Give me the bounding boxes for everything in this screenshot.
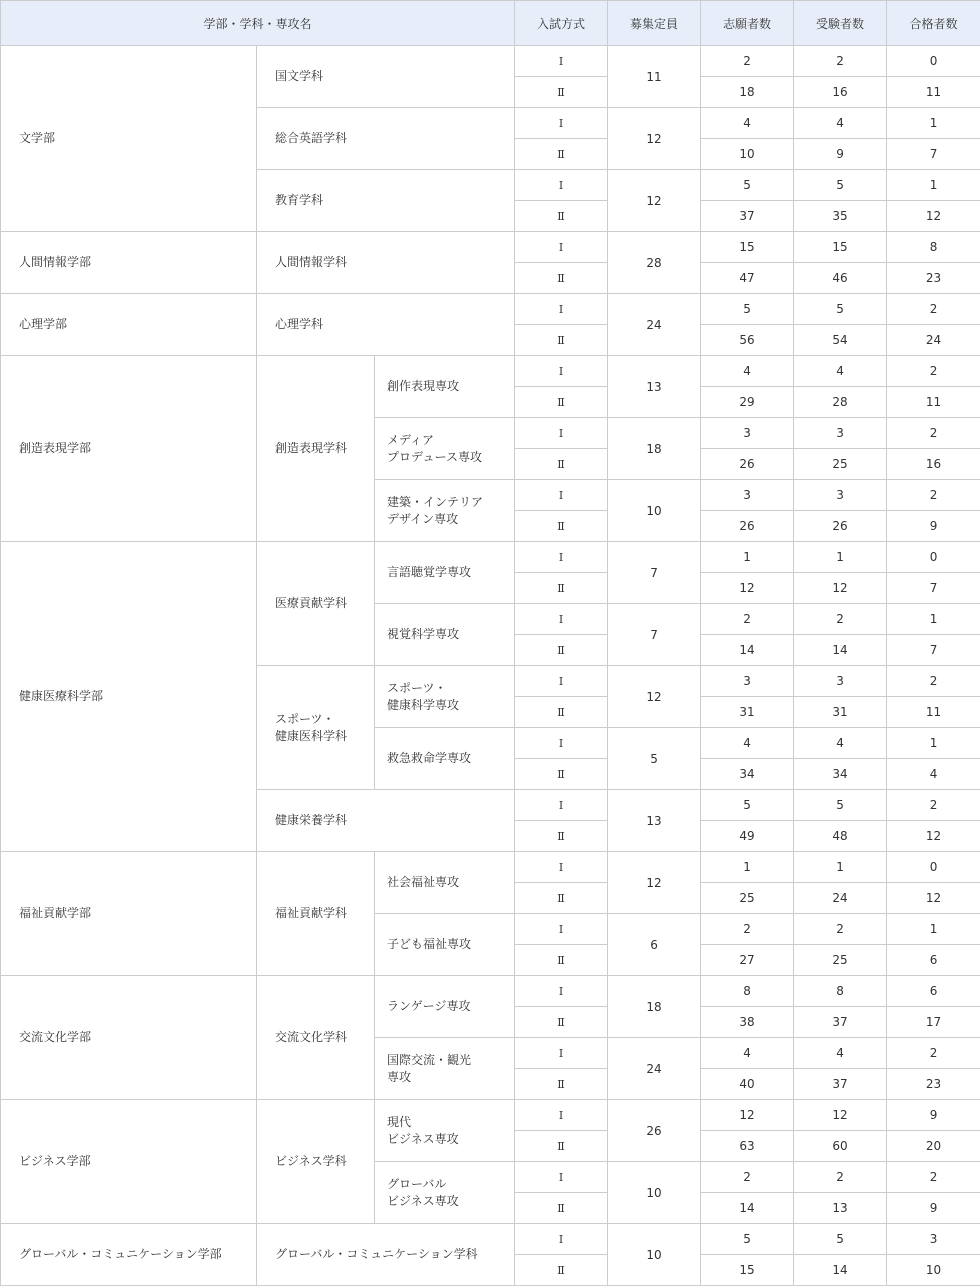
examinees-value: 37	[794, 1069, 887, 1100]
examinees-value: 48	[794, 821, 887, 852]
applicants-value: 15	[701, 1255, 794, 1286]
examinees-value: 1	[794, 542, 887, 573]
examinees-value: 14	[794, 635, 887, 666]
applicants-value: 2	[701, 604, 794, 635]
exam-method: Ⅱ	[515, 387, 608, 418]
table-row	[1, 1224, 980, 1255]
passed-value: 2	[887, 356, 980, 387]
capacity-value: 24	[608, 294, 701, 356]
header-method: 入試方式	[515, 1, 608, 46]
examinees-value: 46	[794, 263, 887, 294]
exam-method: Ⅰ	[515, 604, 608, 635]
applicants-value: 31	[701, 697, 794, 728]
examinees-value: 26	[794, 511, 887, 542]
capacity-value: 10	[608, 1224, 701, 1286]
applicants-value: 26	[701, 511, 794, 542]
applicants-value: 5	[701, 170, 794, 201]
passed-value: 1	[887, 914, 980, 945]
applicants-value: 3	[701, 666, 794, 697]
exam-method: Ⅱ	[515, 1131, 608, 1162]
passed-value: 2	[887, 1162, 980, 1193]
exam-method: Ⅰ	[515, 232, 608, 263]
examinees-value: 14	[794, 1255, 887, 1286]
examinees-value: 2	[794, 604, 887, 635]
table-row	[1, 232, 980, 263]
major-name: 創作表現専攻	[375, 356, 515, 418]
examinees-value: 37	[794, 1007, 887, 1038]
faculty-name: 交流文化学部	[1, 976, 257, 1100]
department-name: 創造表現学科	[257, 356, 375, 542]
department-name: 人間情報学科	[257, 232, 515, 294]
table-row	[1, 294, 980, 325]
department-name: 国文学科	[257, 46, 515, 108]
applicants-value: 12	[701, 1100, 794, 1131]
header-department: 学部・学科・専攻名	[1, 1, 515, 46]
capacity-value: 6	[608, 914, 701, 976]
exam-method: Ⅱ	[515, 511, 608, 542]
table-row	[1, 1100, 980, 1131]
exam-method: Ⅰ	[515, 728, 608, 759]
header-examinees: 受験者数	[794, 1, 887, 46]
major-name: メディア プロデュース専攻	[375, 418, 515, 480]
exam-method: Ⅰ	[515, 666, 608, 697]
major-name: 言語聴覚学専攻	[375, 542, 515, 604]
exam-method: Ⅱ	[515, 1069, 608, 1100]
examinees-value: 1	[794, 852, 887, 883]
applicants-value: 4	[701, 1038, 794, 1069]
capacity-value: 18	[608, 976, 701, 1038]
capacity-value: 26	[608, 1100, 701, 1162]
examinees-value: 5	[794, 294, 887, 325]
header-passed: 合格者数	[887, 1, 980, 46]
applicants-value: 4	[701, 728, 794, 759]
applicants-value: 1	[701, 542, 794, 573]
passed-value: 20	[887, 1131, 980, 1162]
exam-method: Ⅱ	[515, 325, 608, 356]
passed-value: 23	[887, 1069, 980, 1100]
passed-value: 2	[887, 418, 980, 449]
passed-value: 1	[887, 170, 980, 201]
passed-value: 0	[887, 46, 980, 77]
applicants-value: 14	[701, 1193, 794, 1224]
exam-method: Ⅰ	[515, 356, 608, 387]
passed-value: 0	[887, 852, 980, 883]
examinees-value: 4	[794, 356, 887, 387]
exam-method: Ⅰ	[515, 976, 608, 1007]
applicants-value: 4	[701, 108, 794, 139]
examinees-value: 54	[794, 325, 887, 356]
capacity-value: 12	[608, 666, 701, 728]
exam-method: Ⅱ	[515, 635, 608, 666]
department-name: 教育学科	[257, 170, 515, 232]
applicants-value: 63	[701, 1131, 794, 1162]
applicants-value: 38	[701, 1007, 794, 1038]
department-name: グローバル・コミュニケーション学科	[257, 1224, 515, 1286]
exam-method: Ⅱ	[515, 697, 608, 728]
major-name: 視覚科学専攻	[375, 604, 515, 666]
exam-method: Ⅰ	[515, 294, 608, 325]
examinees-value: 4	[794, 1038, 887, 1069]
table-row	[1, 46, 980, 77]
applicants-value: 2	[701, 1162, 794, 1193]
examinees-value: 34	[794, 759, 887, 790]
exam-method: Ⅱ	[515, 573, 608, 604]
examinees-value: 60	[794, 1131, 887, 1162]
examinees-value: 5	[794, 170, 887, 201]
examinees-value: 2	[794, 1162, 887, 1193]
major-name: グローバル ビジネス専攻	[375, 1162, 515, 1224]
capacity-value: 10	[608, 1162, 701, 1224]
passed-value: 12	[887, 821, 980, 852]
examinees-value: 3	[794, 666, 887, 697]
department-name: 総合英語学科	[257, 108, 515, 170]
major-name: 社会福祉専攻	[375, 852, 515, 914]
exam-method: Ⅱ	[515, 945, 608, 976]
exam-method: Ⅰ	[515, 1224, 608, 1255]
exam-method: Ⅱ	[515, 77, 608, 108]
passed-value: 2	[887, 1038, 980, 1069]
exam-method: Ⅱ	[515, 449, 608, 480]
passed-value: 7	[887, 573, 980, 604]
header-applicants: 志願者数	[701, 1, 794, 46]
faculty-name: 文学部	[1, 46, 257, 232]
passed-value: 1	[887, 108, 980, 139]
department-name: 心理学科	[257, 294, 515, 356]
faculty-name: 健康医療科学部	[1, 542, 257, 852]
applicants-value: 4	[701, 356, 794, 387]
passed-value: 12	[887, 883, 980, 914]
exam-method: Ⅰ	[515, 170, 608, 201]
applicants-value: 37	[701, 201, 794, 232]
faculty-name: 創造表現学部	[1, 356, 257, 542]
exam-method: Ⅰ	[515, 480, 608, 511]
passed-value: 2	[887, 666, 980, 697]
faculty-name: 福祉貢献学部	[1, 852, 257, 976]
capacity-value: 12	[608, 852, 701, 914]
department-name: 健康栄養学科	[257, 790, 515, 852]
applicants-value: 3	[701, 418, 794, 449]
major-name: 子ども福祉専攻	[375, 914, 515, 976]
examinees-value: 9	[794, 139, 887, 170]
exam-method: Ⅰ	[515, 46, 608, 77]
exam-method: Ⅰ	[515, 108, 608, 139]
exam-method: Ⅱ	[515, 1193, 608, 1224]
applicants-value: 49	[701, 821, 794, 852]
passed-value: 2	[887, 294, 980, 325]
table-row	[1, 542, 980, 573]
passed-value: 6	[887, 945, 980, 976]
major-name: スポーツ・ 健康科学専攻	[375, 666, 515, 728]
capacity-value: 13	[608, 356, 701, 418]
passed-value: 1	[887, 728, 980, 759]
table-header-row	[1, 1, 980, 46]
passed-value: 12	[887, 201, 980, 232]
table-body	[1, 46, 980, 1286]
applicants-value: 10	[701, 139, 794, 170]
department-name: スポーツ・ 健康医科学科	[257, 666, 375, 790]
applicants-value: 12	[701, 573, 794, 604]
passed-value: 2	[887, 480, 980, 511]
applicants-value: 56	[701, 325, 794, 356]
exam-method: Ⅰ	[515, 790, 608, 821]
passed-value: 16	[887, 449, 980, 480]
faculty-name: 人間情報学部	[1, 232, 257, 294]
applicants-value: 5	[701, 790, 794, 821]
department-name: ビジネス学科	[257, 1100, 375, 1224]
major-name: 国際交流・観光 専攻	[375, 1038, 515, 1100]
passed-value: 24	[887, 325, 980, 356]
capacity-value: 7	[608, 542, 701, 604]
exam-method: Ⅱ	[515, 1255, 608, 1286]
exam-method: Ⅰ	[515, 1162, 608, 1193]
capacity-value: 12	[608, 170, 701, 232]
examinees-value: 2	[794, 914, 887, 945]
capacity-value: 7	[608, 604, 701, 666]
exam-method: Ⅱ	[515, 263, 608, 294]
passed-value: 6	[887, 976, 980, 1007]
passed-value: 11	[887, 697, 980, 728]
passed-value: 7	[887, 139, 980, 170]
exam-method: Ⅱ	[515, 883, 608, 914]
passed-value: 9	[887, 511, 980, 542]
applicants-value: 29	[701, 387, 794, 418]
major-name: 救急救命学専攻	[375, 728, 515, 790]
examinees-value: 31	[794, 697, 887, 728]
applicants-value: 5	[701, 294, 794, 325]
examinees-value: 8	[794, 976, 887, 1007]
capacity-value: 10	[608, 480, 701, 542]
applicants-value: 8	[701, 976, 794, 1007]
applicants-value: 34	[701, 759, 794, 790]
applicants-value: 5	[701, 1224, 794, 1255]
passed-value: 1	[887, 604, 980, 635]
exam-method: Ⅰ	[515, 1100, 608, 1131]
capacity-value: 18	[608, 418, 701, 480]
passed-value: 11	[887, 77, 980, 108]
examinees-value: 16	[794, 77, 887, 108]
capacity-value: 12	[608, 108, 701, 170]
examinees-value: 4	[794, 728, 887, 759]
department-name: 交流文化学科	[257, 976, 375, 1100]
table-row	[1, 852, 980, 883]
capacity-value: 5	[608, 728, 701, 790]
examinees-value: 2	[794, 46, 887, 77]
exam-method: Ⅰ	[515, 852, 608, 883]
table-row	[1, 976, 980, 1007]
applicants-value: 47	[701, 263, 794, 294]
examinees-value: 3	[794, 480, 887, 511]
major-name: ランゲージ専攻	[375, 976, 515, 1038]
applicants-value: 18	[701, 77, 794, 108]
major-name: 建築・インテリア デザイン専攻	[375, 480, 515, 542]
passed-value: 11	[887, 387, 980, 418]
examinees-value: 13	[794, 1193, 887, 1224]
passed-value: 2	[887, 790, 980, 821]
applicants-value: 27	[701, 945, 794, 976]
header-capacity: 募集定員	[608, 1, 701, 46]
examinees-value: 35	[794, 201, 887, 232]
passed-value: 10	[887, 1255, 980, 1286]
faculty-name: ビジネス学部	[1, 1100, 257, 1224]
applicants-value: 26	[701, 449, 794, 480]
exam-method: Ⅰ	[515, 914, 608, 945]
passed-value: 9	[887, 1193, 980, 1224]
examinees-value: 5	[794, 1224, 887, 1255]
capacity-value: 24	[608, 1038, 701, 1100]
passed-value: 8	[887, 232, 980, 263]
capacity-value: 11	[608, 46, 701, 108]
examinees-value: 5	[794, 790, 887, 821]
examinees-value: 12	[794, 573, 887, 604]
department-name: 医療貢献学科	[257, 542, 375, 666]
passed-value: 0	[887, 542, 980, 573]
faculty-name: グローバル・コミュニケーション学部	[1, 1224, 257, 1286]
passed-value: 3	[887, 1224, 980, 1255]
exam-method: Ⅱ	[515, 759, 608, 790]
capacity-value: 28	[608, 232, 701, 294]
examinees-value: 28	[794, 387, 887, 418]
major-name: 現代 ビジネス専攻	[375, 1100, 515, 1162]
exam-method: Ⅱ	[515, 821, 608, 852]
exam-method: Ⅰ	[515, 542, 608, 573]
capacity-value: 13	[608, 790, 701, 852]
examinees-value: 4	[794, 108, 887, 139]
examinees-value: 24	[794, 883, 887, 914]
applicants-value: 2	[701, 914, 794, 945]
department-name: 福祉貢献学科	[257, 852, 375, 976]
applicants-value: 25	[701, 883, 794, 914]
examinees-value: 12	[794, 1100, 887, 1131]
exam-method: Ⅱ	[515, 1007, 608, 1038]
passed-value: 17	[887, 1007, 980, 1038]
examinees-value: 15	[794, 232, 887, 263]
examinees-value: 25	[794, 945, 887, 976]
passed-value: 7	[887, 635, 980, 666]
applicants-value: 15	[701, 232, 794, 263]
table-row	[1, 356, 980, 387]
faculty-name: 心理学部	[1, 294, 257, 356]
passed-value: 23	[887, 263, 980, 294]
exam-method: Ⅱ	[515, 139, 608, 170]
applicants-value: 40	[701, 1069, 794, 1100]
passed-value: 4	[887, 759, 980, 790]
applicants-value: 3	[701, 480, 794, 511]
applicants-value: 1	[701, 852, 794, 883]
exam-method: Ⅰ	[515, 418, 608, 449]
applicants-value: 2	[701, 46, 794, 77]
examinees-value: 3	[794, 418, 887, 449]
examinees-value: 25	[794, 449, 887, 480]
applicants-value: 14	[701, 635, 794, 666]
exam-method: Ⅰ	[515, 1038, 608, 1069]
passed-value: 9	[887, 1100, 980, 1131]
exam-method: Ⅱ	[515, 201, 608, 232]
